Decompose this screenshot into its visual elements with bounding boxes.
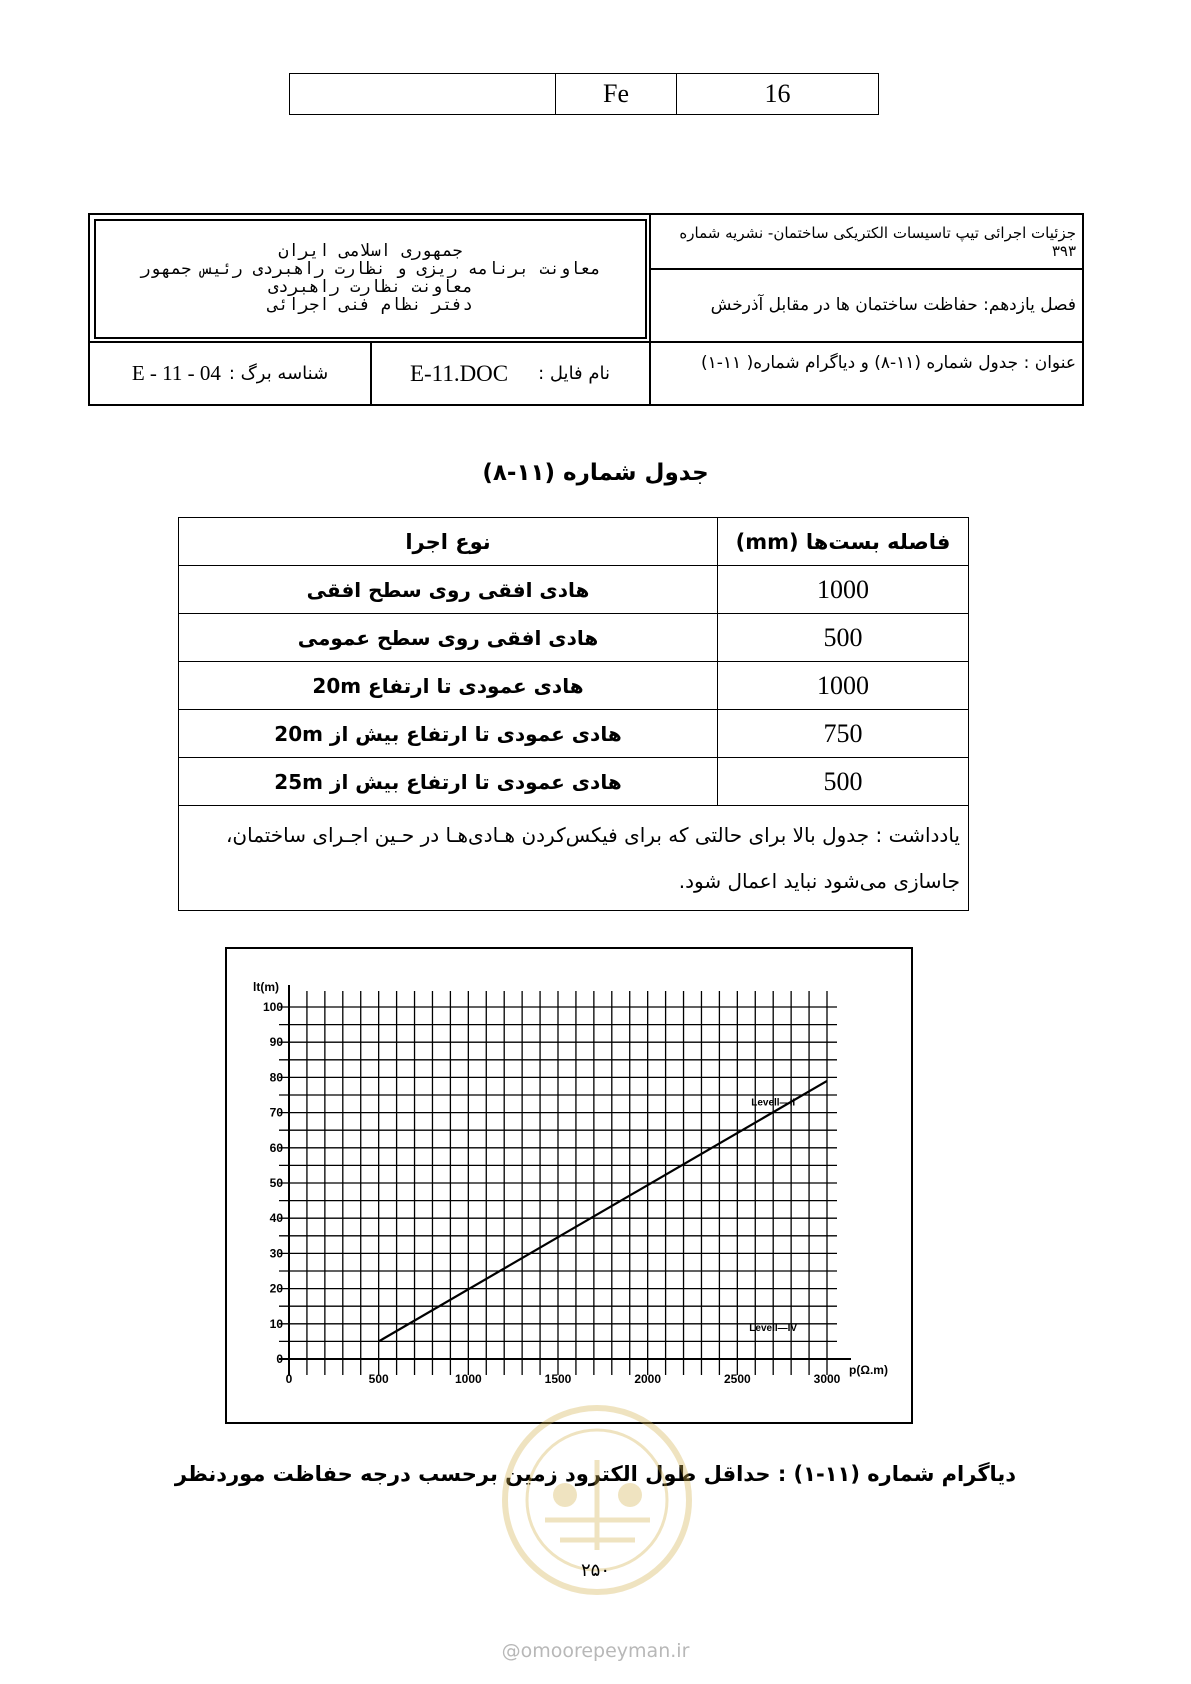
- type-value: هادی عمودی تا ارتفاع 20m: [179, 662, 718, 710]
- top-table-fragment: [289, 73, 879, 115]
- type-value: هادی افقی روی سطح افقی: [179, 566, 718, 614]
- spacing-value: 500: [718, 614, 969, 662]
- table-row: [179, 662, 969, 710]
- y-tick-label: 80: [269, 1070, 283, 1085]
- spacing-value: 750: [718, 710, 969, 758]
- y-tick-label: 10: [269, 1316, 283, 1331]
- chart-frame: [225, 947, 913, 1424]
- table-row: [179, 614, 969, 662]
- org-line-2: معاونت برنامه ریزی و نظارت راهبردی رئیس جمهور: [140, 259, 601, 280]
- table-note: یادداشت : جدول بالا برای حالتی که برای فیکس‌کردن هـادی‌هـا در حـین اجـرای ساختمان، جاسازی می‌شود نباید اعمال شود.: [179, 806, 969, 911]
- sheet-id-value: E - 11 - 04: [131, 361, 221, 385]
- table-title: جدول شماره (۱۱-۸): [482, 460, 709, 486]
- x-tick-label: 1500: [544, 1372, 572, 1386]
- y-tick-label: 20: [269, 1281, 283, 1296]
- x-tick-label: 2500: [723, 1372, 751, 1386]
- spacing-value: 1000: [718, 566, 969, 614]
- spacing-value: 500: [718, 758, 969, 806]
- y-axis-label: lt(m): [253, 980, 279, 994]
- document-header: [88, 213, 1084, 406]
- annotation-label: Levell—II: [751, 1097, 796, 1109]
- page-number: ۲۵۰: [580, 1560, 610, 1581]
- y-tick-label: 30: [269, 1246, 283, 1261]
- table-header-row: [179, 518, 969, 566]
- table-note-row: [179, 806, 969, 911]
- y-tick-label: 60: [269, 1140, 283, 1155]
- sheet-id-label: شناسه برگ :: [228, 363, 329, 384]
- file-name-cell: [372, 343, 648, 404]
- table-row: [179, 566, 969, 614]
- org-line-3: معاونت نظارت راهبردی: [268, 277, 473, 297]
- top-table-fe-cell: Fe: [555, 74, 676, 114]
- file-name-label: نام فایل :: [538, 363, 611, 384]
- table-row: [179, 758, 969, 806]
- table-row: [179, 710, 969, 758]
- spacing-value: 1000: [718, 662, 969, 710]
- x-tick-label: 0: [285, 1372, 293, 1386]
- y-tick-label: 40: [269, 1211, 283, 1226]
- watermark-url: @omoorepeyman.ir: [501, 1640, 690, 1662]
- x-tick-label: 1000: [454, 1372, 482, 1386]
- electrode-length-chart: [227, 949, 911, 1422]
- column-header-type: نوع اجرا: [179, 518, 718, 566]
- publication-title: جزئیات اجرائی تیپ تاسیسات الکتریکی ساختمان- نشریه شماره ۳۹۳: [679, 223, 1076, 260]
- org-line-1: جمهوری اسلامی ایران: [278, 241, 463, 262]
- x-tick-label: 3000: [813, 1372, 841, 1386]
- type-value: هادی عمودی تا ارتفاع بیش از 20m: [179, 710, 718, 758]
- organization-box: [94, 219, 647, 339]
- chapter-title: فصل یازدهم: حفاظت ساختمان ها در مقابل آذرخش: [710, 295, 1076, 315]
- y-tick-label: 70: [269, 1105, 283, 1120]
- spacing-table: [178, 517, 969, 911]
- sheet-id-cell: [90, 343, 370, 404]
- y-tick-label: 100: [262, 1000, 283, 1014]
- x-tick-label: 2000: [634, 1372, 662, 1386]
- subject-title: عنوان : جدول شماره (۱۱-۸) و دیاگرام شماره( ۱۱-۱): [700, 353, 1076, 373]
- y-tick-label: 50: [269, 1176, 283, 1190]
- org-line-4: دفتر نظام فنی اجرائی: [268, 294, 473, 315]
- diagram-caption: دیاگرام شماره (۱۱-۱) : حداقل طول الکترود زمین برحسب درجه حفاظت موردنظر: [174, 1462, 1017, 1486]
- top-table-empty-cell: [290, 74, 555, 114]
- type-value: هادی عمودی تا ارتفاع بیش از 25m: [179, 758, 718, 806]
- series-line: [379, 1081, 827, 1341]
- y-tick-label: 0: [276, 1352, 283, 1366]
- y-tick-label: 90: [269, 1035, 283, 1050]
- top-table-16-cell: 16: [676, 74, 878, 114]
- type-value: هادی افقی روی سطح عمومی: [179, 614, 718, 662]
- x-tick-label: 500: [368, 1372, 389, 1386]
- file-name-value: E-11.DOC: [409, 360, 509, 386]
- column-header-spacing: فاصله بست‌ها (mm): [718, 518, 969, 566]
- x-axis-label: p(Ω.m): [849, 1363, 888, 1377]
- annotation-label: Levell—IV: [749, 1322, 798, 1334]
